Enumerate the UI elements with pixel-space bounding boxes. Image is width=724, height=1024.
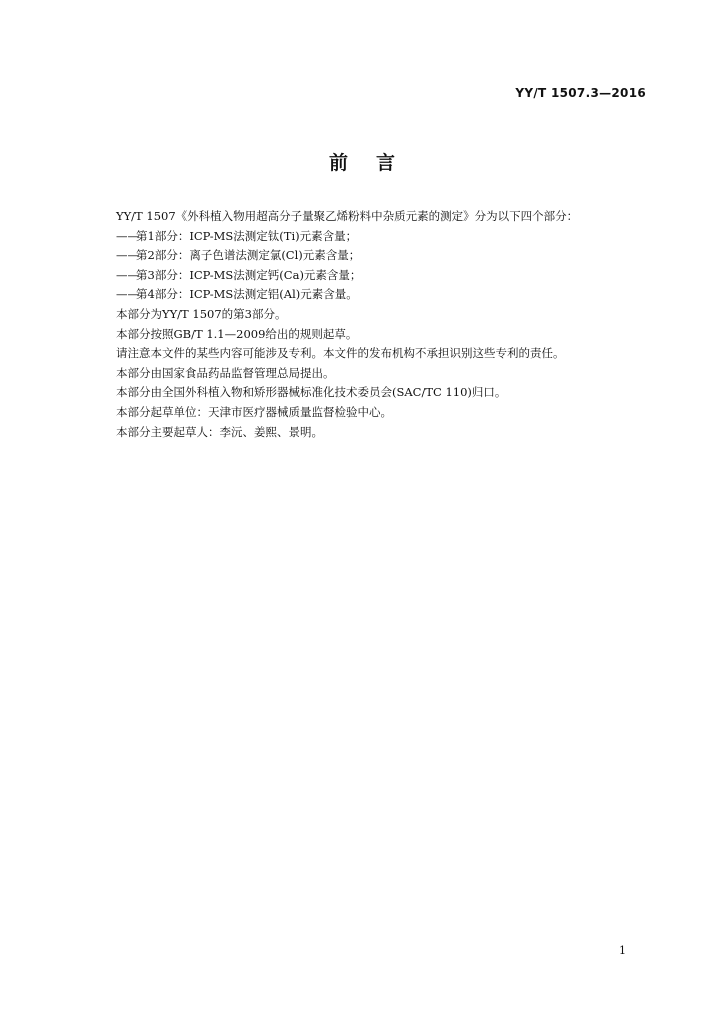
dash-marker: —— [116, 228, 139, 243]
paragraph-part-statement: 本部分为YY/T 1507的第3部分。 [116, 306, 287, 321]
list-item-part-2 [116, 246, 636, 266]
paragraph-patent-notice: 请注意本文件的某些内容可能涉及专利。本文件的发布机构不承担识别这些专利的责任。 [116, 346, 565, 361]
list-item-text: 第1部分：ICP-MS法测定钛(Ti)元素含量； [136, 228, 358, 243]
document-number: YY/T 1507.3—2016 [515, 86, 646, 100]
foreword-body [116, 207, 636, 442]
dash-marker: —— [116, 248, 139, 263]
paragraph-intro: YY/T 1507《外科植入物用超高分子量聚乙烯粉料中杂质元素的测定》分为以下四个部分： [116, 209, 579, 223]
paragraph-administrator: 本部分由全国外科植入物和矫形器械标准化技术委员会(SAC/TC 110)归口。 [116, 385, 507, 400]
paragraph-drafters: 本部分主要起草人：李沅、姜熙、景明。 [116, 424, 323, 439]
list-item-text: 第3部分：ICP-MS法测定钙(Ca)元素含量； [136, 267, 362, 282]
page-number: 1 [619, 944, 626, 957]
list-item-part-1 [116, 227, 636, 247]
paragraph-proposer: 本部分由国家食品药品监督管理总局提出。 [116, 365, 335, 380]
dash-marker: —— [116, 267, 139, 282]
list-item-part-3 [116, 266, 636, 286]
list-item-text: 第4部分：ICP-MS法测定铝(Al)元素含量。 [136, 287, 358, 302]
dash-marker: —— [116, 287, 139, 302]
page-title: 前言 [328, 152, 423, 174]
paragraph-drafting-rules: 本部分按照GB/T 1.1—2009给出的规则起草。 [116, 326, 358, 341]
list-item-part-4 [116, 285, 636, 305]
paragraph-drafting-unit: 本部分起草单位：天津市医疗器械质量监督检验中心。 [116, 404, 392, 419]
list-item-text: 第2部分：离子色谱法测定氯(Cl)元素含量； [136, 248, 361, 263]
